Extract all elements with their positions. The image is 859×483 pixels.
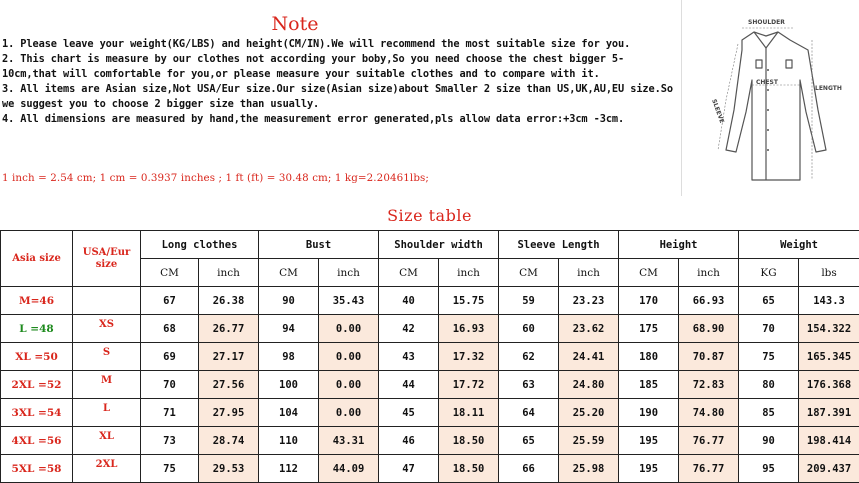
table-cell: 24.41 — [559, 343, 619, 371]
table-cell: 112 — [259, 455, 319, 483]
header-sleeve-length: Sleeve Length — [499, 231, 619, 259]
table-cell: 75 — [739, 343, 799, 371]
header-unit: inch — [559, 259, 619, 287]
table-cell: 25.20 — [559, 399, 619, 427]
table-cell: 43 — [379, 343, 439, 371]
note-line-3: 3. All items are Asian size,Not USA/Eur size.Our size(Asian size)about Smaller 2 size than US,UK,AU,EU size.So we suggest you to choose 2 bigger size than usually. — [2, 83, 680, 110]
table-row — [1, 315, 859, 343]
header-long-clothes: Long clothes — [141, 231, 259, 259]
usa-size-cell: XL — [73, 427, 141, 455]
table-cell: 69 — [141, 343, 199, 371]
table-cell: 72.83 — [679, 371, 739, 399]
header-unit: CM — [619, 259, 679, 287]
table-cell: 104 — [259, 399, 319, 427]
table-cell: 209.437 — [799, 455, 859, 483]
asia-size-cell: XL =50 — [1, 343, 73, 371]
table-cell: 75 — [141, 455, 199, 483]
table-cell: 67 — [141, 287, 199, 315]
table-cell: 187.391 — [799, 399, 859, 427]
table-cell: 28.74 — [199, 427, 259, 455]
table-cell: 180 — [619, 343, 679, 371]
table-cell: 195 — [619, 455, 679, 483]
table-cell: 185 — [619, 371, 679, 399]
shirt-diagram — [681, 0, 859, 196]
table-cell: 0.00 — [319, 343, 379, 371]
header-weight: Weight — [739, 231, 859, 259]
note-lines — [2, 37, 678, 127]
table-cell: 27.17 — [199, 343, 259, 371]
table-cell: 190 — [619, 399, 679, 427]
table-cell: 24.80 — [559, 371, 619, 399]
table-cell: 60 — [499, 315, 559, 343]
table-cell: 71 — [141, 399, 199, 427]
table-cell: 17.32 — [439, 343, 499, 371]
table-cell: 70 — [739, 315, 799, 343]
table-cell: 43.31 — [319, 427, 379, 455]
table-body — [1, 287, 859, 483]
table-row — [1, 287, 859, 315]
table-cell: 154.322 — [799, 315, 859, 343]
usa-size-cell: XS — [73, 315, 141, 343]
table-cell: 23.23 — [559, 287, 619, 315]
usa-size-cell: L — [73, 399, 141, 427]
table-cell: 176.368 — [799, 371, 859, 399]
sleeve-label: SLEEVE — [710, 98, 726, 125]
table-cell: 65 — [739, 287, 799, 315]
table-cell: 62 — [499, 343, 559, 371]
table-cell: 26.38 — [199, 287, 259, 315]
table-cell: 198.414 — [799, 427, 859, 455]
table-cell: 59 — [499, 287, 559, 315]
note-line-2: 2. This chart is measure by our clothes not according your boby,So you need choose the chest bigger 5-10cm,that will comfortable for you,or please measure your suitable clothes and to compare with it. — [2, 53, 625, 80]
table-cell: 76.77 — [679, 455, 739, 483]
asia-size-cell: 3XL =54 — [1, 399, 73, 427]
table-cell: 165.345 — [799, 343, 859, 371]
header-unit: inch — [679, 259, 739, 287]
note-title: Note — [271, 13, 319, 35]
table-row — [1, 399, 859, 427]
asia-size-cell: 5XL =58 — [1, 455, 73, 483]
table-cell: 45 — [379, 399, 439, 427]
table-cell: 64 — [499, 399, 559, 427]
table-cell: 40 — [379, 287, 439, 315]
note-line-1: 1. Please leave your weight(KG/LBS) and height(CM/IN).We will recommend the most suitable size for you. — [2, 38, 631, 50]
table-row — [1, 455, 859, 483]
table-cell: 110 — [259, 427, 319, 455]
header-bust: Bust — [259, 231, 379, 259]
table-cell: 0.00 — [319, 371, 379, 399]
header-unit: lbs — [799, 259, 859, 287]
table-cell: 70 — [141, 371, 199, 399]
table-cell: 18.50 — [439, 455, 499, 483]
header-shoulder-width: Shoulder width — [379, 231, 499, 259]
header-usa-size: USA/Eur size — [73, 231, 141, 287]
table-cell: 66.93 — [679, 287, 739, 315]
shoulder-label: SHOULDER — [748, 19, 785, 26]
note-line-4: 4. All dimensions are measured by hand,the measurement error generated,pls allow data error:+3cm -3cm. — [2, 113, 625, 125]
table-cell: 68.90 — [679, 315, 739, 343]
table-cell: 70.87 — [679, 343, 739, 371]
table-cell: 27.56 — [199, 371, 259, 399]
table-cell: 26.77 — [199, 315, 259, 343]
usa-size-cell: 2XL — [73, 455, 141, 483]
asia-size-cell: 4XL =56 — [1, 427, 73, 455]
table-cell: 46 — [379, 427, 439, 455]
table-cell: 44 — [379, 371, 439, 399]
shirt-icon — [682, 0, 859, 196]
table-cell: 175 — [619, 315, 679, 343]
table-cell: 47 — [379, 455, 439, 483]
table-cell: 195 — [619, 427, 679, 455]
table-cell: 63 — [499, 371, 559, 399]
table-cell: 0.00 — [319, 399, 379, 427]
table-row — [1, 343, 859, 371]
table-cell: 80 — [739, 371, 799, 399]
table-cell: 66 — [499, 455, 559, 483]
size-table-title: Size table — [387, 206, 472, 225]
header-unit: CM — [259, 259, 319, 287]
asia-size-cell: L =48 — [1, 315, 73, 343]
unit-conversion: 1 inch = 2.54 cm; 1 cm = 0.3937 inches ; 1 ft (ft) = 30.48 cm; 1 kg=2.20461lbs; — [2, 172, 429, 184]
table-cell: 42 — [379, 315, 439, 343]
table-header-row — [1, 231, 859, 259]
table-row — [1, 427, 859, 455]
table-cell: 74.80 — [679, 399, 739, 427]
notes-section — [0, 0, 680, 196]
table-cell: 68 — [141, 315, 199, 343]
table-cell: 90 — [739, 427, 799, 455]
table-cell: 0.00 — [319, 315, 379, 343]
table-cell: 17.72 — [439, 371, 499, 399]
table-cell: 44.09 — [319, 455, 379, 483]
header-unit: CM — [141, 259, 199, 287]
header-unit: CM — [379, 259, 439, 287]
table-cell: 100 — [259, 371, 319, 399]
table-cell: 98 — [259, 343, 319, 371]
asia-size-cell: M=46 — [1, 287, 73, 315]
table-cell: 65 — [499, 427, 559, 455]
table-cell: 143.3 — [799, 287, 859, 315]
header-unit: inch — [199, 259, 259, 287]
length-label: LENGTH — [815, 85, 842, 92]
table-cell: 95 — [739, 455, 799, 483]
table-cell: 18.11 — [439, 399, 499, 427]
asia-size-cell: 2XL =52 — [1, 371, 73, 399]
table-cell: 23.62 — [559, 315, 619, 343]
usa-size-cell: M — [73, 371, 141, 399]
table-cell: 25.59 — [559, 427, 619, 455]
usa-size-cell: S — [73, 343, 141, 371]
header-unit: CM — [499, 259, 559, 287]
table-cell: 94 — [259, 315, 319, 343]
table-cell: 29.53 — [199, 455, 259, 483]
header-unit: inch — [439, 259, 499, 287]
table-cell: 76.77 — [679, 427, 739, 455]
chest-label: CHEST — [756, 79, 778, 86]
header-unit: inch — [319, 259, 379, 287]
table-cell: 16.93 — [439, 315, 499, 343]
table-cell: 90 — [259, 287, 319, 315]
table-cell: 18.50 — [439, 427, 499, 455]
usa-size-cell — [73, 287, 141, 315]
size-table — [0, 230, 859, 483]
table-cell: 85 — [739, 399, 799, 427]
header-height: Height — [619, 231, 739, 259]
table-row — [1, 371, 859, 399]
table-cell: 170 — [619, 287, 679, 315]
table-cell: 15.75 — [439, 287, 499, 315]
table-cell: 35.43 — [319, 287, 379, 315]
header-unit: KG — [739, 259, 799, 287]
table-cell: 73 — [141, 427, 199, 455]
header-asia-size: Asia size — [1, 231, 73, 287]
table-cell: 25.98 — [559, 455, 619, 483]
table-cell: 27.95 — [199, 399, 259, 427]
